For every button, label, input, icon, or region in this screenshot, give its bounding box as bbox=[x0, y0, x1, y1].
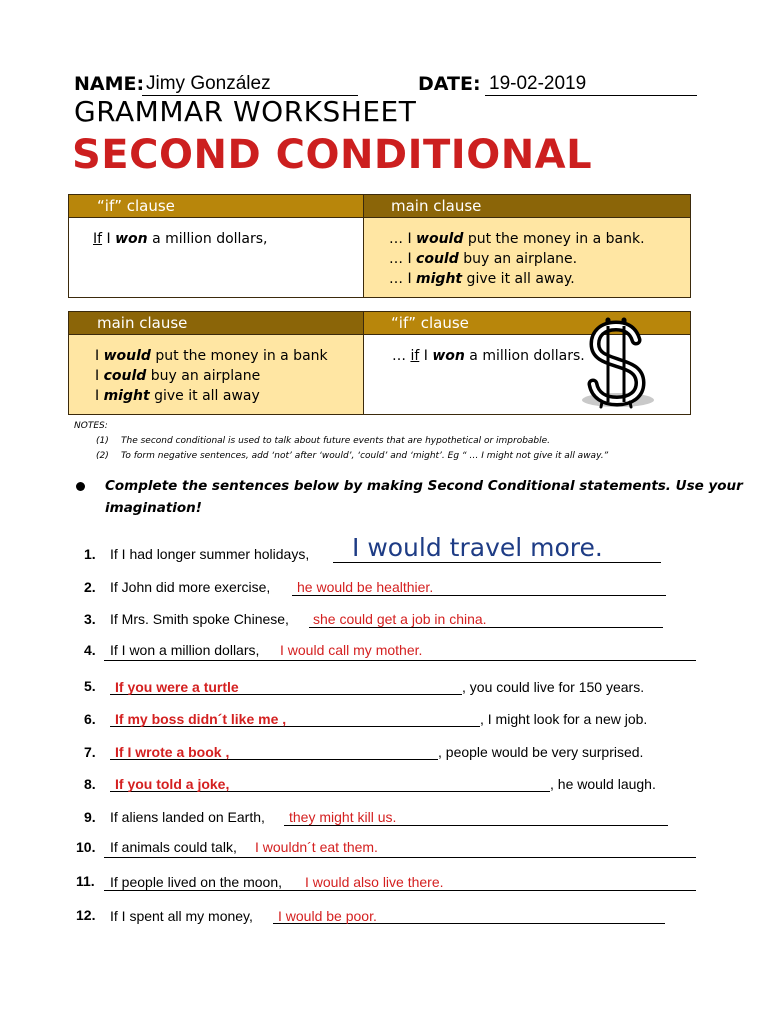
table1-if-clause-cell: If I won a million dollars, bbox=[93, 231, 268, 247]
won-verb: won bbox=[115, 231, 148, 247]
instruction-line-2: imagination! bbox=[105, 500, 202, 516]
exercise-5-prompt: , you could live for 150 years. bbox=[462, 679, 645, 695]
exercise-2-number: 2. bbox=[84, 579, 96, 595]
main-clause-line: … I would put the money in a bank. bbox=[389, 231, 645, 247]
exercise-2-prompt: If John did more exercise, bbox=[110, 579, 271, 595]
exercise-8-number: 8. bbox=[84, 776, 96, 792]
table1-col1-header: “if” clause bbox=[69, 195, 363, 217]
if-keyword: If bbox=[93, 231, 103, 247]
dollar-sign-icon bbox=[578, 316, 660, 410]
main-clause-line: … I could buy an airplane. bbox=[389, 251, 578, 267]
exercise-1-answer-line bbox=[333, 562, 661, 563]
exercise-6-number: 6. bbox=[84, 711, 96, 727]
worksheet-subtitle: SECOND CONDITIONAL bbox=[72, 132, 593, 178]
note-1-number: (1) bbox=[96, 436, 109, 446]
won-verb: won bbox=[432, 348, 465, 364]
exercise-4-prompt: If I won a million dollars, bbox=[110, 642, 260, 658]
exercise-8-prompt: , he would laugh. bbox=[550, 776, 656, 792]
exercise-5-number: 5. bbox=[84, 678, 96, 694]
exercise-7-number: 7. bbox=[84, 744, 96, 760]
table2-main-clause-cell bbox=[69, 335, 363, 414]
bullet-icon bbox=[76, 482, 85, 491]
exercise-12-answer[interactable]: I would be poor. bbox=[278, 908, 377, 924]
exercise-2-answer[interactable]: he would be healthier. bbox=[297, 579, 434, 595]
name-label: NAME: bbox=[74, 73, 145, 95]
exercise-11-answer[interactable]: I would also live there. bbox=[305, 874, 444, 890]
exercise-7-prompt: , people would be very surprised. bbox=[438, 744, 644, 760]
exercise-1-answer[interactable]: I would travel more. bbox=[352, 533, 603, 562]
table2-if-clause-cell: … if I won a million dollars. bbox=[392, 348, 585, 364]
note-2-text: To form negative sentences, add ‘not’ after ‘would’, ‘could’ and ‘might’. Eg “ … I might not give it all away.” bbox=[121, 451, 609, 461]
exercise-12-number: 12. bbox=[76, 907, 96, 923]
exercise-3-answer[interactable]: she could get a job in china. bbox=[313, 611, 487, 627]
exercise-4-number: 4. bbox=[84, 642, 96, 658]
exercise-2-answer-line bbox=[292, 595, 666, 596]
exercise-5-answer[interactable]: If you were a turtle bbox=[115, 679, 239, 695]
main-clause-line: I would put the money in a bank bbox=[95, 348, 328, 364]
exercise-1-number: 1. bbox=[84, 546, 96, 562]
exercise-11-answer-line bbox=[104, 890, 696, 891]
exercise-10-answer-line bbox=[104, 857, 696, 858]
exercise-12-prompt: If I spent all my money, bbox=[110, 908, 253, 924]
note-1-text: The second conditional is used to talk about future events that are hypothetical or improbable. bbox=[121, 436, 551, 446]
date-underline bbox=[485, 95, 697, 96]
note-2-number: (2) bbox=[96, 451, 109, 461]
main-clause-line: I could buy an airplane bbox=[95, 368, 261, 384]
instruction-line-1: Complete the sentences below by making Second Conditional statements. Use your bbox=[105, 478, 743, 494]
exercise-10-number: 10. bbox=[76, 839, 96, 855]
table2-col1-header: main clause bbox=[69, 312, 363, 334]
exercise-10-answer[interactable]: I wouldn´t eat them. bbox=[255, 839, 378, 855]
exercise-9-prompt: If aliens landed on Earth, bbox=[110, 809, 265, 825]
exercise-3-prompt: If Mrs. Smith spoke Chinese, bbox=[110, 611, 289, 627]
notes-label: NOTES: bbox=[74, 421, 108, 431]
name-value[interactable]: Jimy González bbox=[146, 73, 271, 94]
exercise-1-prompt: If I had longer summer holidays, bbox=[110, 546, 310, 562]
exercise-7-answer[interactable]: If I wrote a book , bbox=[115, 744, 230, 760]
exercise-4-answer[interactable]: I would call my mother. bbox=[280, 642, 423, 658]
date-label: DATE: bbox=[418, 73, 481, 95]
if-keyword: if bbox=[410, 348, 420, 364]
table2-col2-header: “if” clause bbox=[363, 312, 690, 334]
exercise-10-prompt: If animals could talk, bbox=[110, 839, 237, 855]
table-if-main bbox=[68, 194, 691, 298]
worksheet-title: GRAMMAR WORKSHEET bbox=[74, 95, 417, 128]
exercise-9-number: 9. bbox=[84, 809, 96, 825]
date-value[interactable]: 19-02-2019 bbox=[489, 73, 587, 94]
main-clause-line: … I might give it all away. bbox=[389, 271, 575, 287]
exercise-4-answer-line bbox=[104, 660, 696, 661]
exercise-3-answer-line bbox=[309, 627, 663, 628]
exercise-3-number: 3. bbox=[84, 611, 96, 627]
exercise-9-answer[interactable]: they might kill us. bbox=[289, 809, 397, 825]
exercise-9-answer-line bbox=[284, 825, 668, 826]
table1-main-clause-cell bbox=[364, 218, 690, 297]
exercise-8-answer[interactable]: If you told a joke, bbox=[115, 776, 230, 792]
exercise-6-answer[interactable]: If my boss didn´t like me , bbox=[115, 711, 287, 727]
exercise-6-prompt: , I might look for a new job. bbox=[480, 711, 648, 727]
table1-col2-header: main clause bbox=[363, 195, 690, 217]
main-clause-line: I might give it all away bbox=[95, 388, 260, 404]
exercise-11-prompt: If people lived on the moon, bbox=[110, 874, 283, 890]
exercise-11-number: 11. bbox=[76, 873, 95, 889]
